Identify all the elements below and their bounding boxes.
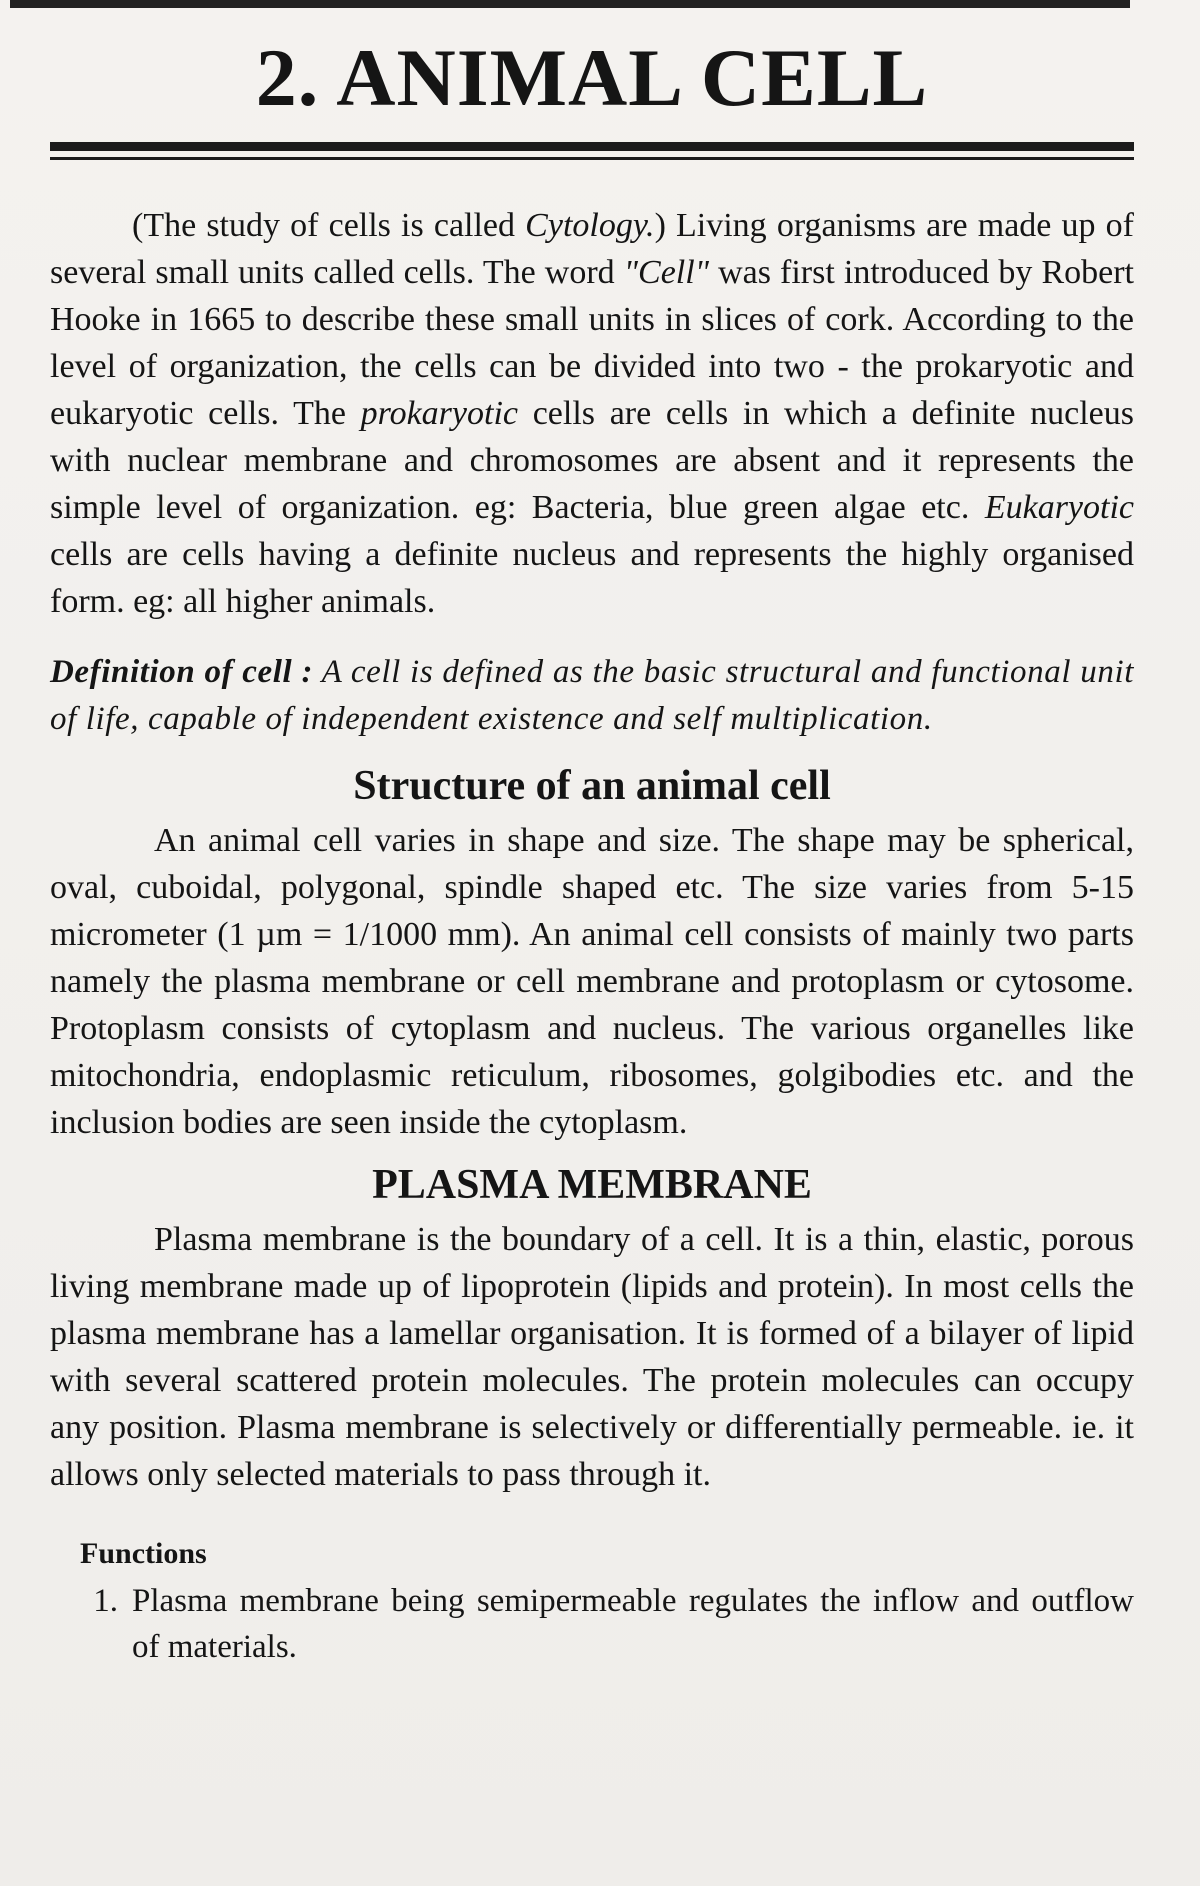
intro-text-5: cells are cells having a definite nucleus and represents the highly organised form. eg: all higher animals. (50, 536, 1134, 620)
list-item-text: Plasma membrane being semipermeable regulates the inflow and outflow of materials. (132, 1583, 1134, 1665)
plasma-membrane-heading: PLASMA MEMBRANE (372, 1162, 812, 1208)
definition-label: Definition of cell : (50, 654, 314, 690)
term-eukaryotic: Eukaryotic (984, 489, 1134, 526)
term-cell: "Cell" (623, 254, 709, 291)
definition-text: A cell is defined as the basic structural and functional unit of life, capable of independent existence and self multiplication. (50, 654, 1134, 737)
functions-heading: Functions (80, 1537, 207, 1570)
intro-text-1: (The study of cells is called (132, 207, 526, 244)
chapter-title: 2. ANIMAL CELL (255, 32, 929, 123)
intro-text-3: was first introduced by Robert Hooke in 1665 to describe these small units in slices of cork. According to the level of organization, the cells can be divided into two - the prokaryotic and eukaryotic cells. The (50, 254, 1134, 432)
title-rule-thick (50, 142, 1134, 151)
top-edge-rule (10, 0, 1130, 8)
structure-paragraph: An animal cell varies in shape and size. The shape may be spherical, oval, cuboidal, polygonal, spindle shaped etc. The size varies from 5-15 micrometer (1 µm = 1/1000 mm). An animal cell consists of mainly two parts namely the plasma membrane or cell membrane and protoplasm or cytosome. Protoplasm consists of cytoplasm and nucleus. The various organelles like mitochondria, endoplasmic reticulum, ribosomes, golgibodies etc. and the inclusion bodies are seen inside the cytoplasm. (50, 822, 1134, 1141)
cell-definition (50, 649, 1134, 743)
term-prokaryotic: prokaryotic (360, 395, 518, 432)
functions-list (50, 1578, 1134, 1670)
list-item (50, 1578, 1134, 1670)
structure-heading: Structure of an animal cell (353, 763, 831, 809)
plasma-membrane-paragraph: Plasma membrane is the boundary of a cell. It is a thin, elastic, porous living membrane made up of lipoprotein (lipids and protein). In most cells the plasma membrane has a lamellar organisation. It is formed of a bilayer of lipid with several scattered protein molecules. The protein molecules can occupy any position. Plasma membrane is selectively or differentially permeable. ie. it allows only selected materials to pass through it. (50, 1221, 1134, 1493)
intro-paragraph (50, 202, 1134, 625)
term-cytology: Cytology. (525, 207, 655, 244)
title-rule-thin (50, 157, 1134, 160)
intro-text-4: cells are cells in which a definite nucleus with nuclear membrane and chromosomes are absent and it represents the simple level of organization. eg: Bacteria, blue green algae etc. (50, 395, 1134, 526)
list-item-number: 1. (93, 1583, 118, 1619)
intro-text-2: ) Living organisms are made up of several small units called cells. The word (50, 207, 1134, 291)
